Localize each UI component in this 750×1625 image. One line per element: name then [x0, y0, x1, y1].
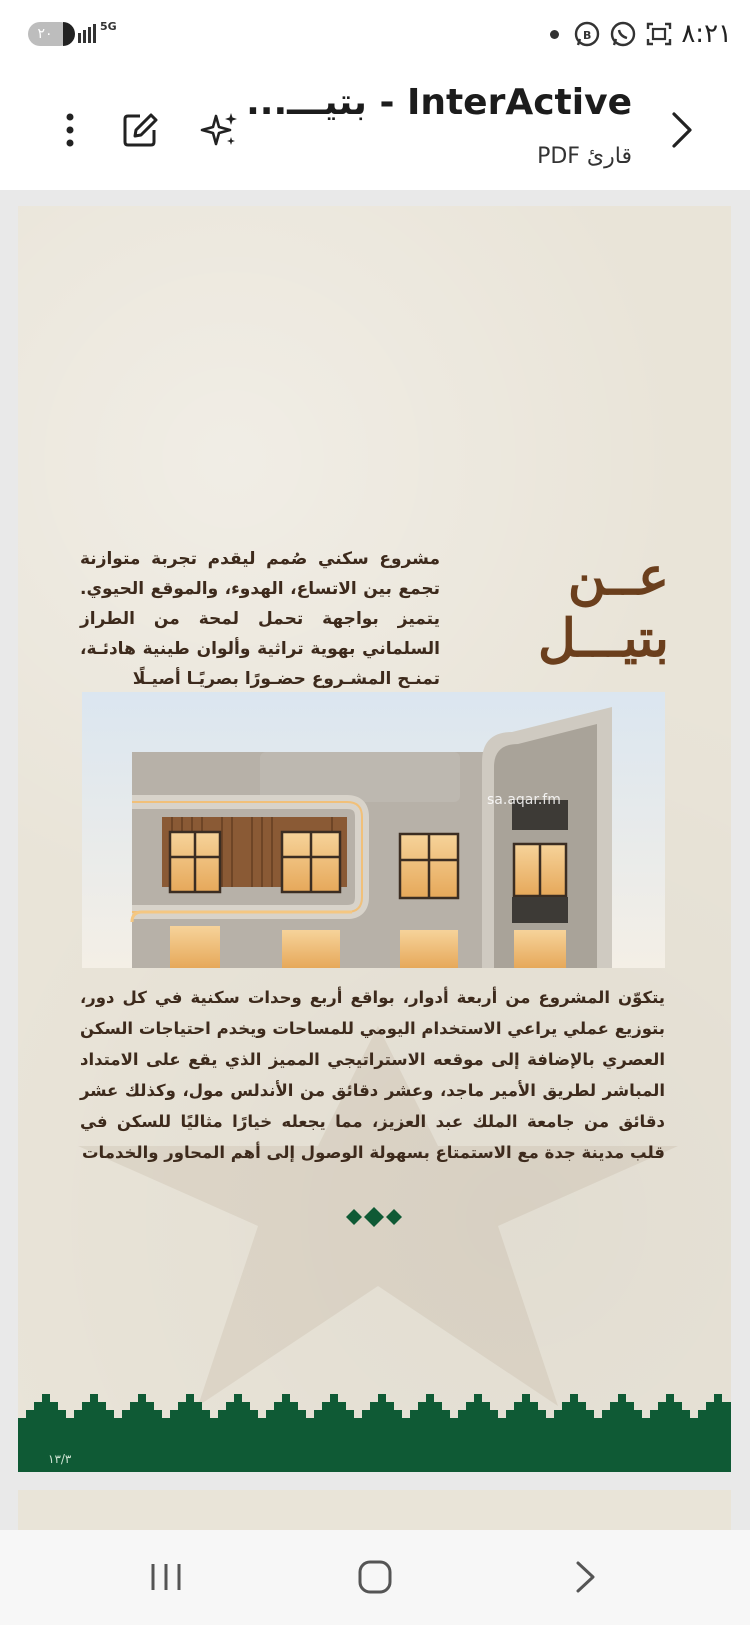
body-paragraph: يتكوّن المشروع من أربعة أدوار، بواقع أربع وحدات سكنية في كل دور، بتوزيع عملي يراعي الاستخدام اليومي للمساحات ويخدم احتياجات السكن العصري بالإضافة إلى موقعه الاستراتيجي المميز الذي يقع على الامتداد المباشر لطريق الأمير ماجد، وعشر دقائق من الأندلس مول، وكذلك عشر دقائق من جامعة الملك عبد العزيز، مما يجعله خيارًا مثاليًا للسكن في قلب مدينة جدة مع الاستمتاع بسهولة الوصول إلى أهم المحاور والخدمات	[80, 988, 665, 1162]
home-icon	[357, 1559, 393, 1595]
intro-paragraph: مشروع سكني صُمم ليقدم تجربة متوازنة تجمع بين الاتساع، الهدوء، والموقع الحيوي. يتميز بواجهة تحمل لمحة من الطراز السلماني بهوية تراثية وألوان طينية هادئـة، تمنـح المشـروع حضـورًا بصريًـا أصيـلًا	[80, 549, 440, 689]
edit-icon	[120, 110, 160, 150]
app-bar	[0, 68, 750, 190]
battery-level: ٢٠	[37, 26, 53, 42]
clock: ٨:٢١	[681, 19, 732, 49]
ai-sparkle-icon	[200, 110, 240, 150]
back-button[interactable]	[660, 108, 704, 152]
home-button[interactable]	[345, 1552, 405, 1602]
image-watermark: sa.aqar.fm	[487, 792, 561, 808]
screenshot-icon	[645, 20, 673, 48]
section-heading	[469, 546, 669, 670]
whatsapp-icon	[609, 20, 637, 48]
nav-back-button[interactable]	[556, 1552, 616, 1602]
more-vert-icon	[65, 112, 75, 148]
ai-assist-button[interactable]	[198, 108, 242, 152]
recent-apps-button[interactable]	[136, 1552, 196, 1602]
svg-text:B: B	[583, 29, 592, 42]
back-icon	[574, 1560, 598, 1594]
pdf-viewer[interactable]	[0, 190, 750, 1530]
battery-indicator	[28, 22, 72, 46]
network-type: 5G	[100, 20, 117, 33]
back-chevron-icon	[670, 110, 694, 150]
system-nav-bar	[0, 1530, 750, 1625]
more-options-button[interactable]	[48, 108, 92, 152]
diamond-ornament-icon	[344, 1206, 404, 1228]
status-bar	[0, 0, 750, 68]
recent-apps-icon	[149, 1562, 183, 1592]
notification-dot-icon	[550, 30, 559, 39]
pdf-page	[18, 206, 731, 1472]
heading-line-1: عــن	[567, 546, 669, 607]
document-title: InterActive - بتيـــ...	[246, 82, 632, 123]
heading-line-2: بتيـــل	[538, 608, 669, 669]
whatsapp-business-icon	[573, 20, 601, 48]
app-subtitle: قارئ PDF	[537, 144, 632, 169]
page-number: ١٣/٣	[48, 1452, 72, 1466]
building-rendering-image	[82, 692, 665, 968]
building-illustration	[82, 692, 665, 968]
decorative-band	[18, 1388, 731, 1472]
edit-button[interactable]	[118, 108, 162, 152]
